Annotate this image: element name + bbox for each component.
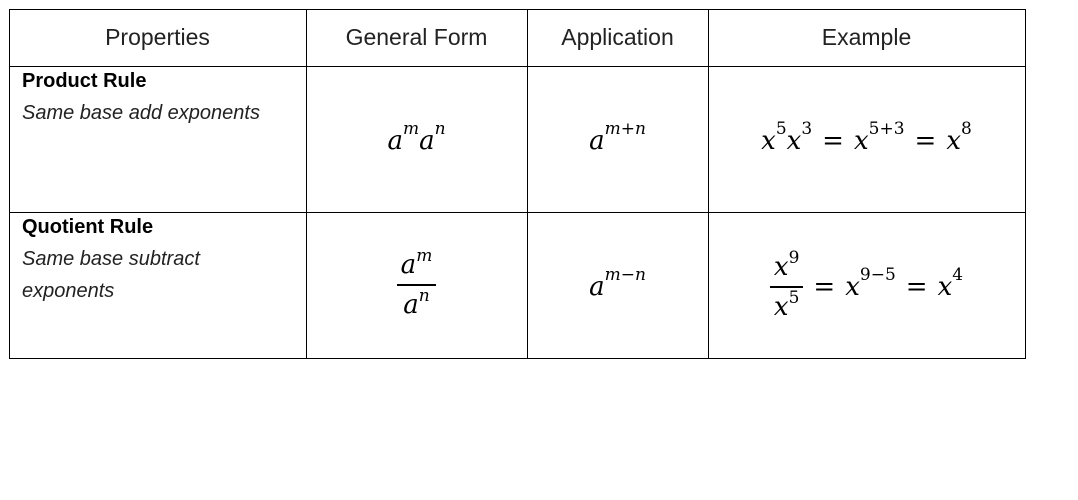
product-rule-example: x 5 x 3 = x 5+3 = x 8 [761, 119, 972, 156]
exponent-rules-table [9, 9, 1026, 359]
header-example: Example [821, 24, 912, 50]
product-rule-description: Same base add exponents [22, 102, 260, 124]
product-rule-application: a m+n [589, 119, 646, 156]
general-form-fraction: a m a n [397, 250, 437, 320]
header-properties: Properties [105, 24, 210, 50]
header-general-form: General Form [345, 24, 488, 50]
table-border-bottom [9, 358, 1026, 359]
header-divider [9, 66, 1026, 67]
quotient-rule-description-line2: exponents [22, 280, 115, 302]
quotient-rule-description-line1: Same base subtract [22, 248, 200, 270]
table-border-right [1025, 9, 1026, 359]
fraction-bar [397, 284, 437, 286]
quotient-rule-general-form [306, 242, 527, 328]
quotient-rule-title: Quotient Rule [22, 216, 154, 238]
example-fraction: x 9 x 5 [770, 252, 804, 322]
product-rule-general-form: a m a n [387, 119, 446, 156]
header-application: Application [561, 24, 674, 50]
row-divider [9, 212, 1026, 213]
quotient-rule-application: a m−n [589, 265, 646, 302]
product-rule-title: Product Rule [22, 70, 147, 92]
quotient-rule-example: x 9 x 5 = x 9−5 = x 4 [708, 245, 1025, 329]
